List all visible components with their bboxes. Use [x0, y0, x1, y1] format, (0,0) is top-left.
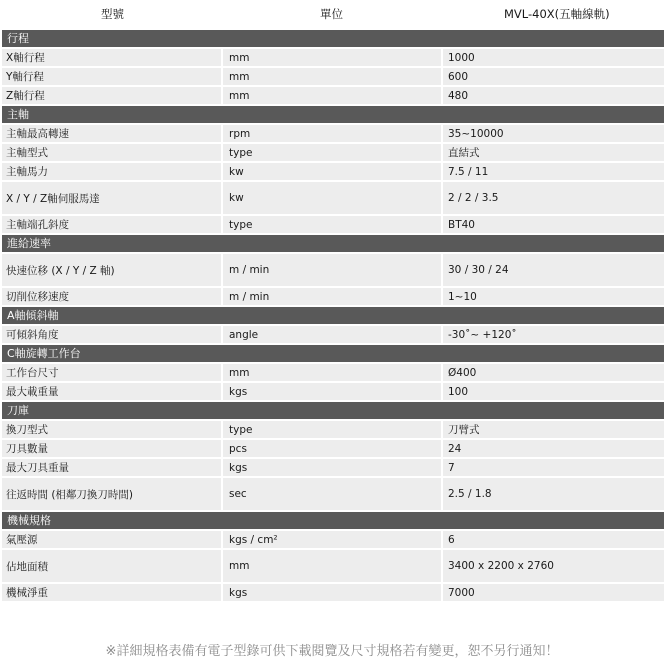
row-value: 480 [443, 87, 664, 104]
row-label: 刀具數量 [2, 440, 221, 457]
row-value: -30˚~ +120˚ [443, 326, 664, 343]
table-row [2, 144, 664, 161]
row-label: 往返時間 (相鄰刀換刀時間) [2, 478, 221, 510]
section-header: 刀庫 [2, 402, 664, 419]
row-value: 6 [443, 531, 664, 548]
row-unit: kgs [223, 459, 441, 476]
header-model-number: MVL-40X(五軸線軌) [504, 7, 610, 21]
row-unit: type [223, 144, 441, 161]
row-unit: mm [223, 550, 441, 582]
row-unit: kw [223, 182, 441, 214]
row-label: 可傾斜角度 [2, 326, 221, 343]
row-label: 快速位移 (X / Y / Z 軸) [2, 254, 221, 286]
table-row [2, 531, 664, 548]
section-header: 進給速率 [2, 235, 664, 252]
row-label: 主軸馬力 [2, 163, 221, 180]
row-value: 24 [443, 440, 664, 457]
table-row [2, 421, 664, 438]
section-header: C軸旋轉工作台 [2, 345, 664, 362]
row-value: 30 / 30 / 24 [443, 254, 664, 286]
row-unit: mm [223, 68, 441, 85]
row-value: 7 [443, 459, 664, 476]
table-header [0, 0, 664, 26]
table-row [2, 87, 664, 104]
header-model: 型號 [101, 7, 124, 21]
row-unit: sec [223, 478, 441, 510]
row-unit: kgs / cm² [223, 531, 441, 548]
table-row [2, 49, 664, 66]
row-unit: type [223, 216, 441, 233]
table-row [2, 326, 664, 343]
row-value: 100 [443, 383, 664, 400]
row-value: BT40 [443, 216, 664, 233]
row-unit: type [223, 421, 441, 438]
row-unit: rpm [223, 125, 441, 142]
footnote: ※詳細規格表備有電子型錄可供下載閱覽及尺寸規格若有變更，恕不另行通知！ [105, 644, 559, 659]
row-value: 1000 [443, 49, 664, 66]
table-row [2, 459, 664, 476]
section-header: 主軸 [2, 106, 664, 123]
table-row [2, 182, 664, 214]
table-row [2, 550, 664, 582]
table-row [2, 125, 664, 142]
row-value: 7000 [443, 584, 664, 601]
row-unit: kw [223, 163, 441, 180]
row-label: X / Y / Z軸伺服馬達 [2, 182, 221, 214]
table-row [2, 254, 664, 286]
table-row [2, 584, 664, 601]
row-value: 直結式 [443, 144, 664, 161]
section-header: 行程 [2, 30, 664, 47]
row-label: 佔地面積 [2, 550, 221, 582]
row-value: 2 / 2 / 3.5 [443, 182, 664, 214]
row-label: 最大載重量 [2, 383, 221, 400]
row-unit: mm [223, 364, 441, 381]
table-row [2, 68, 664, 85]
row-unit: mm [223, 87, 441, 104]
row-label: 主軸型式 [2, 144, 221, 161]
row-label: Z軸行程 [2, 87, 221, 104]
spec-table [2, 30, 664, 603]
row-value: Ø400 [443, 364, 664, 381]
table-row [2, 163, 664, 180]
row-unit: mm [223, 49, 441, 66]
table-row [2, 364, 664, 381]
row-unit: angle [223, 326, 441, 343]
row-value: 600 [443, 68, 664, 85]
table-row [2, 288, 664, 305]
row-label: 主軸最高轉速 [2, 125, 221, 142]
row-unit: kgs [223, 383, 441, 400]
section-header: A軸傾斜軸 [2, 307, 664, 324]
row-unit: m / min [223, 288, 441, 305]
row-value: 7.5 / 11 [443, 163, 664, 180]
row-label: Y軸行程 [2, 68, 221, 85]
row-label: 切削位移速度 [2, 288, 221, 305]
table-row [2, 383, 664, 400]
row-value: 1~10 [443, 288, 664, 305]
row-label: X軸行程 [2, 49, 221, 66]
row-value: 35~10000 [443, 125, 664, 142]
row-value: 刀臂式 [443, 421, 664, 438]
header-unit: 單位 [320, 7, 343, 21]
row-unit: m / min [223, 254, 441, 286]
row-unit: pcs [223, 440, 441, 457]
row-label: 換刀型式 [2, 421, 221, 438]
row-label: 工作台尺寸 [2, 364, 221, 381]
row-label: 最大刀具重量 [2, 459, 221, 476]
table-row [2, 440, 664, 457]
table-row [2, 478, 664, 510]
row-value: 2.5 / 1.8 [443, 478, 664, 510]
row-label: 機械淨重 [2, 584, 221, 601]
row-unit: kgs [223, 584, 441, 601]
row-label: 主軸端孔斜度 [2, 216, 221, 233]
row-value: 3400 x 2200 x 2760 [443, 550, 664, 582]
table-row [2, 216, 664, 233]
section-header: 機械規格 [2, 512, 664, 529]
row-label: 氣壓源 [2, 531, 221, 548]
